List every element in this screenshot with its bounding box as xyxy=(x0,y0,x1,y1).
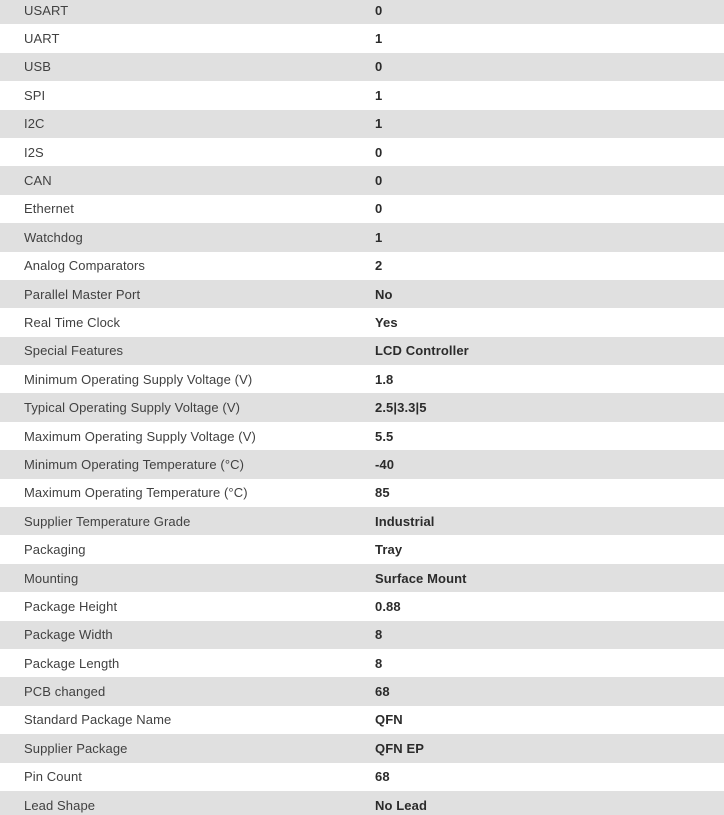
spec-value: 0 xyxy=(375,173,383,189)
spec-value: 1 xyxy=(375,229,383,245)
table-row xyxy=(0,791,724,815)
spec-label: Watchdog xyxy=(24,229,83,245)
spec-label: Parallel Master Port xyxy=(24,286,141,302)
table-row xyxy=(0,677,724,705)
table-row xyxy=(0,24,724,52)
table-row xyxy=(0,337,724,365)
spec-value: Tray xyxy=(375,542,403,558)
spec-value: 8 xyxy=(375,655,383,671)
table-row xyxy=(0,53,724,81)
spec-label: Supplier Package xyxy=(24,740,128,756)
spec-value: 5.5 xyxy=(375,428,394,444)
spec-label: USB xyxy=(24,59,52,75)
spec-value: LCD Controller xyxy=(375,343,469,359)
table-row xyxy=(0,422,724,450)
table-row xyxy=(0,81,724,109)
spec-label: UART xyxy=(24,31,60,47)
spec-label: Minimum Operating Supply Voltage (V) xyxy=(24,371,253,387)
spec-value: 8 xyxy=(375,627,383,643)
table-row xyxy=(0,280,724,308)
spec-value: 0.88 xyxy=(375,598,401,614)
table-row xyxy=(0,734,724,762)
spec-value: Industrial xyxy=(375,513,435,529)
table-row xyxy=(0,621,724,649)
spec-value: 1 xyxy=(375,116,383,132)
table-row xyxy=(0,649,724,677)
spec-value: 0 xyxy=(375,2,383,18)
spec-label: Real Time Clock xyxy=(24,314,121,330)
spec-value: -40 xyxy=(375,456,395,472)
spec-value: 2.5|3.3|5 xyxy=(375,400,427,416)
spec-value: Surface Mount xyxy=(375,570,467,586)
table-row xyxy=(0,365,724,393)
spec-value: 1 xyxy=(375,87,383,103)
table-row xyxy=(0,393,724,421)
spec-value: No xyxy=(375,286,393,302)
spec-label: Package Width xyxy=(24,627,113,643)
spec-value: 2 xyxy=(375,258,383,274)
spec-label: Lead Shape xyxy=(24,797,96,813)
table-row xyxy=(0,479,724,507)
spec-label: SPI xyxy=(24,87,46,103)
spec-value: 1.8 xyxy=(375,371,394,387)
spec-label: Special Features xyxy=(24,343,124,359)
spec-label: Maximum Operating Supply Voltage (V) xyxy=(24,428,256,444)
spec-label: PCB changed xyxy=(24,684,106,700)
spec-label: I2S xyxy=(24,144,44,160)
table-row xyxy=(0,166,724,194)
table-row xyxy=(0,223,724,251)
spec-label: Analog Comparators xyxy=(24,258,146,274)
spec-value: Yes xyxy=(375,314,398,330)
spec-value: QFN xyxy=(375,712,403,728)
spec-label: Standard Package Name xyxy=(24,712,172,728)
spec-label: CAN xyxy=(24,173,52,189)
spec-label: Minimum Operating Temperature (°C) xyxy=(24,456,245,472)
table-row xyxy=(0,450,724,478)
spec-label: Maximum Operating Temperature (°C) xyxy=(24,485,248,501)
spec-label: Package Length xyxy=(24,655,120,671)
spec-value: 1 xyxy=(375,31,383,47)
table-row xyxy=(0,308,724,336)
table-row xyxy=(0,564,724,592)
spec-value: 0 xyxy=(375,59,383,75)
spec-label: USART xyxy=(24,2,69,18)
spec-label: Ethernet xyxy=(24,201,74,217)
spec-value: 68 xyxy=(375,769,390,785)
table-row xyxy=(0,252,724,280)
spec-value: 0 xyxy=(375,144,383,160)
spec-label: Package Height xyxy=(24,598,118,614)
spec-value: 68 xyxy=(375,684,390,700)
table-row xyxy=(0,195,724,223)
spec-label: Mounting xyxy=(24,570,79,586)
table-row xyxy=(0,507,724,535)
table-row xyxy=(0,0,724,24)
spec-label: Supplier Temperature Grade xyxy=(24,513,191,529)
table-row xyxy=(0,706,724,734)
spec-label: Typical Operating Supply Voltage (V) xyxy=(24,400,241,416)
spec-value: 0 xyxy=(375,201,383,217)
spec-value: No Lead xyxy=(375,797,427,813)
spec-value: QFN EP xyxy=(375,740,424,756)
table-row xyxy=(0,592,724,620)
spec-label: I2C xyxy=(24,116,45,132)
table-row xyxy=(0,110,724,138)
table-row xyxy=(0,138,724,166)
spec-value: 85 xyxy=(375,485,390,501)
spec-label: Pin Count xyxy=(24,769,82,785)
table-row xyxy=(0,535,724,563)
spec-label: Packaging xyxy=(24,542,86,558)
table-row xyxy=(0,763,724,791)
